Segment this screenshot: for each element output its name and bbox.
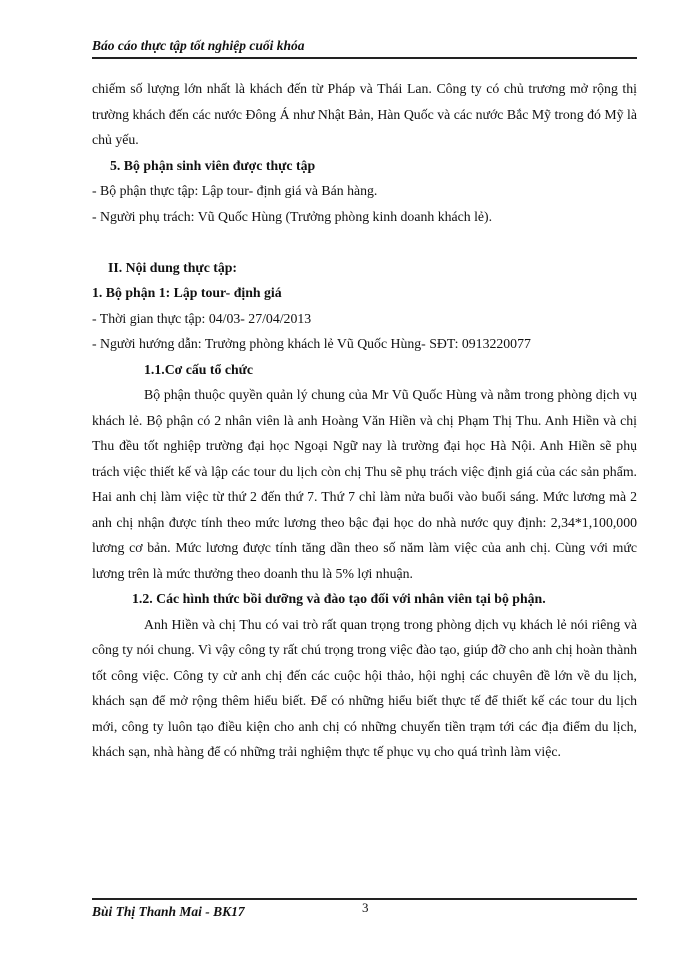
heading-section-1: 1. Bộ phận 1: Lập tour- định giá: [92, 285, 282, 300]
line-supervisor: - Người hướng dẫn: Trưởng phòng khách lẻ Vũ Quốc Hùng- SĐT: 0913220077: [92, 336, 531, 351]
line-internship-time: - Thời gian thực tập: 04/03- 27/04/2013: [92, 310, 312, 326]
heading-section-5: 5. Bộ phận sinh viên được thực tập: [110, 157, 316, 173]
paragraph-1-2: Anh Hiền và chị Thu có vai trò rất quan trọng trong phòng dịch vụ khách lẻ nói riêng và công ty nói chung. Vì vậy công ty rất chú trọng trong việc đào tạo, giúp đỡ cho anh chị hoàn thành tốt công việc. Công ty cử anh chị đến các cuộc hội thảo, hội nghị các chuyên đề lớn về du lịch, khách sạn để mở rộng thêm hiểu biết. Để có những hiểu biết thực tế để thiết kế các tour du lịch mới, công ty luôn tạo điều kiện cho anh chị có những chuyến tiền trạm tới các địa điểm du lịch, khách sạn, nhà hàng để có những trải nghiệm thực tế phục vụ cho quá trình làm việc.: [92, 616, 637, 759]
spacer: [92, 229, 637, 255]
heading-section-1-2: 1.2. Các hình thức bồi dưỡng và đào tạo đối với nhân viên tại bộ phận.: [132, 591, 546, 606]
heading-section-1-1: 1.1.Cơ cấu tổ chức: [144, 361, 254, 377]
document-body: [92, 76, 637, 765]
line-manager: - Người phụ trách: Vũ Quốc Hùng (Trưởng phòng kinh doanh khách lẻ).: [92, 208, 493, 224]
footer-author: Bùi Thị Thanh Mai - BK17: [92, 904, 245, 919]
paragraph-1-1: Bộ phận thuộc quyền quản lý chung của Mr Vũ Quốc Hùng và nằm trong phòng dịch vụ khách lẻ. Bộ phận có 2 nhân viên là anh Hoàng Văn Hiền và chị Phạm Thị Thu. Anh Hiền và chị Thu đều tốt nghiệp trường đại học Ngoại Ngữ nay là trường đại học Hà Nội. Anh Hiền sẽ phụ trách việc thiết kế và lập các tour du lịch còn chị Thu sẽ phụ trách việc định giá của các sản phẩm. Hai anh chị làm việc từ thứ 2 đến thứ 7. Thứ 7 chỉ làm nửa buổi vào buổi sáng. Mức lương mà 2 anh chị nhận được tính theo mức lương theo bậc đại học do nhà nước quy định: 2,34*1,100,000 lương cơ bản. Mức lương được tính tăng dần theo số năm làm việc của anh chị. Cùng với mức lương trên là mức thưởng theo doanh thu là 5% lợi nhuận.: [92, 387, 637, 581]
heading-section-II: II. Nội dung thực tập:: [108, 259, 238, 275]
page-number: 3: [362, 900, 369, 915]
paragraph-intro: chiếm số lượng lớn nhất là khách đến từ Pháp và Thái Lan. Công ty có chủ trương mở rộng thị trường khách đến các nước Đông Á như Nhật Bản, Hàn Quốc và các nước Bắc Mỹ trong đó Mỹ là chủ yếu.: [92, 81, 637, 147]
header-rule: [92, 57, 637, 59]
line-department: - Bộ phận thực tập: Lập tour- định giá và Bán hàng.: [92, 183, 378, 198]
running-header: Báo cáo thực tập tốt nghiệp cuối khóa: [92, 38, 305, 53]
